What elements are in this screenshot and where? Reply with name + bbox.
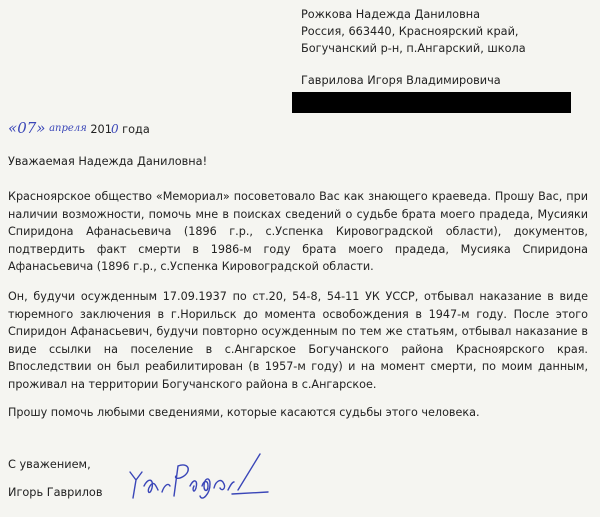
date-year-handwritten: 0: [110, 122, 119, 136]
greeting: Уважаемая Надежда Даниловна!: [8, 155, 208, 168]
date-open-quote: «: [8, 119, 18, 137]
paragraph-history: Он, будучи осужденным 17.09.1937 по ст.20, 54-8, 54-11 УК УССР, отбывал наказание в виде тюремного заключения в г.Норильск до момента освобождения в 1947-м году. После этого Спиридон Афанасьевич, будучи повторно осужденным по тем же статьям, отбывал наказание в виде ссылки на поселение в с.Ангарское Богучанского района Красноярского края. Впоследствии он был реабилитирован (в 1957-м году) и на момент смерти, по моим данным, проживал на территории Богучанского района в с.Ангарское.: [8, 290, 588, 391]
date-suffix: года: [122, 123, 150, 136]
date-line: [8, 119, 150, 137]
closing: С уважением,: [8, 458, 91, 471]
paragraph-request: Красноярское общество «Мемориал» посоветовало Вас как знающего краеведа. Прошу Вас, при наличии возможности, помочь мне в поисках сведений о судьбе брата моего прадеда, Мусияки Спиридона Афанасьевича (1896 г.р., с.Успенка Кировоградской области), документов, подтвердить факт смерти в 1986-м году брата моего прадеда, Мусияка Спиридона Афанасьевича (1896 г.р., с.Успенка Кировоградской области.: [8, 190, 588, 273]
sender-name: Гаврилова Игоря Владимировича: [301, 74, 501, 87]
recipient-address-line1: Россия, 663440, Красноярский край,: [301, 25, 519, 38]
recipient-address: [301, 6, 526, 57]
redaction-bar: [292, 92, 571, 113]
recipient-name: Рожкова Надежда Даниловна: [301, 8, 481, 21]
date-close-quote: »: [36, 119, 46, 137]
date-year-printed: 201: [90, 123, 112, 136]
signer-name: Игорь Гаврилов: [8, 486, 103, 499]
handwritten-signature: [120, 450, 270, 508]
recipient-address-line2: Богучанский р-н, п.Ангарский, школа: [301, 42, 526, 55]
date-month: апреля: [49, 123, 87, 134]
paragraph-plea: Прошу помочь любыми сведениями, которые касаются судьбы этого человека.: [8, 406, 480, 419]
date-day: 07: [17, 119, 37, 137]
